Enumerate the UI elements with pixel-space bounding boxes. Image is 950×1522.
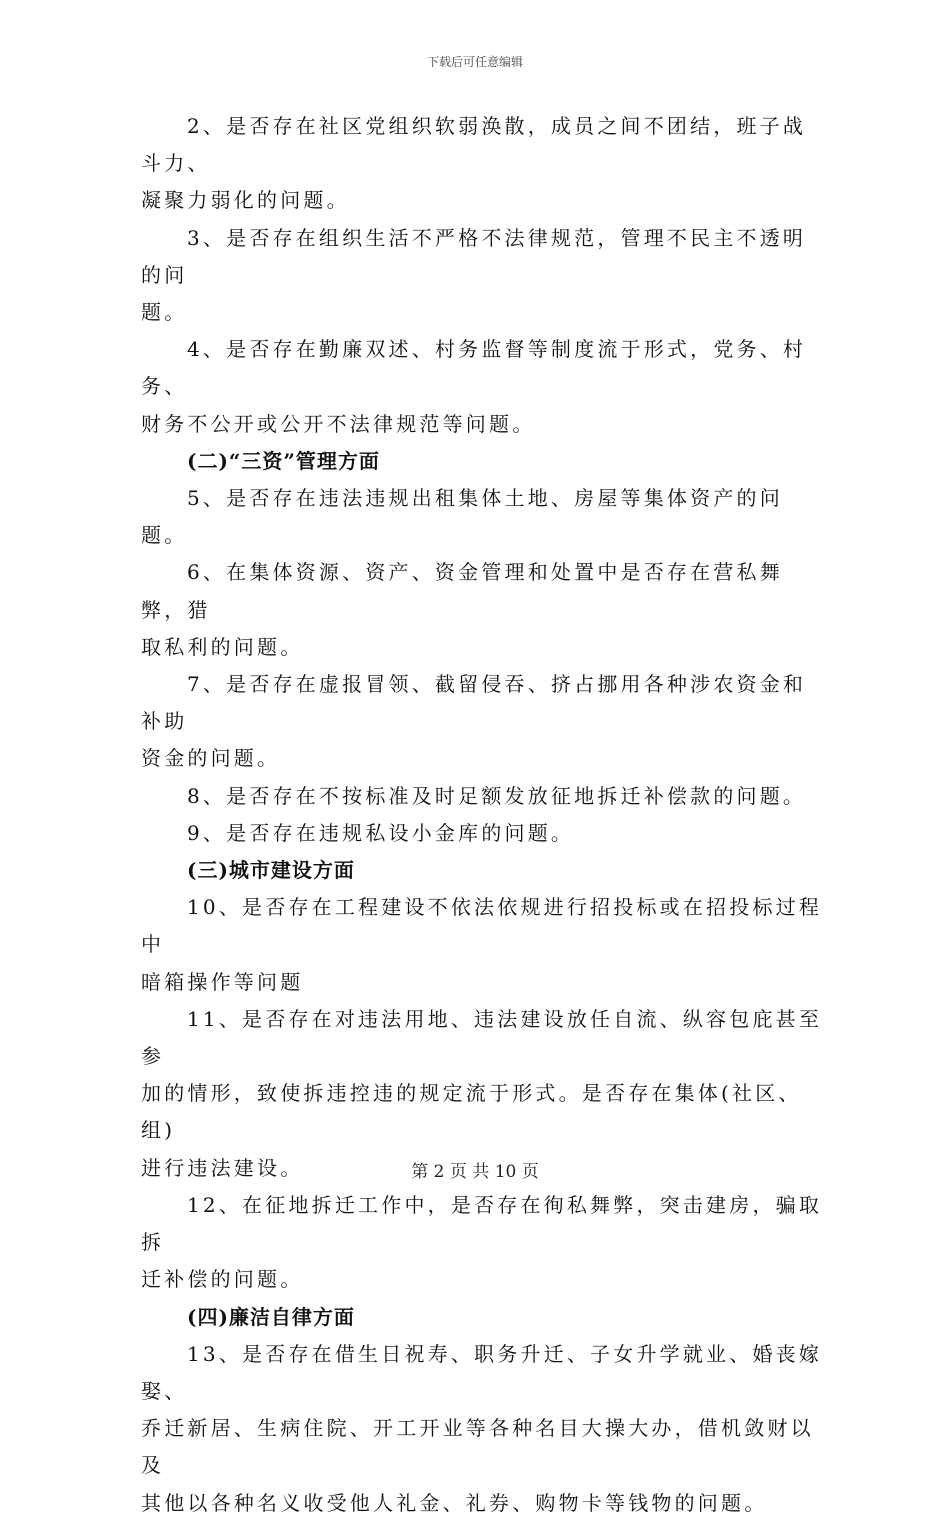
text-line: 13、是否存在借生日祝寿、职务升迁、子女升学就业、婚丧嫁娶、 bbox=[141, 1341, 823, 1403]
paragraph bbox=[141, 1187, 829, 1299]
text-line: 3、是否存在组织生活不严格不法律规范，管理不民主不透明的问 bbox=[141, 225, 807, 287]
text-line: 进行违法建设。 bbox=[141, 1155, 304, 1180]
text-line: 10、是否存在工程建设不依法依规进行招投标或在招投标过程中 bbox=[141, 895, 823, 957]
paragraph bbox=[141, 108, 829, 220]
text-line: 乔迁新居、生病住院、开工开业等各种名目大操大办，借机敛财以及 bbox=[141, 1416, 814, 1478]
section-heading bbox=[141, 443, 829, 480]
section-heading bbox=[141, 1299, 829, 1336]
text-line: 5、是否存在违法违规出租集体土地、房屋等集体资产的问题。 bbox=[141, 486, 783, 548]
section-heading bbox=[141, 852, 829, 889]
text-line: 8、是否存在不按标准及时足额发放征地拆迁补偿款的问题。 bbox=[187, 783, 807, 808]
text-line: 凝聚力弱化的问题。 bbox=[141, 188, 350, 213]
text-line: 题。 bbox=[141, 300, 188, 325]
text-line: 11、是否存在对违法用地、违法建设放任自流、纵容包庇甚至参 bbox=[141, 1006, 823, 1069]
text-line: 财务不公开或公开不法律规范等问题。 bbox=[141, 411, 536, 436]
paragraph bbox=[141, 220, 829, 332]
page-footer: 第 2 页 共 10 页 bbox=[411, 1162, 539, 1182]
text-line: 其他以各种名义收受他人礼金、礼券、购物卡等钱物的问题。 bbox=[141, 1490, 768, 1515]
text-line: 2、是否存在社区党组织软弱涣散，成员之间不团结，班子战斗力、 bbox=[141, 114, 807, 176]
text-line: 6、在集体资源、资产、资金管理和处置中是否存在营私舞弊，猎 bbox=[141, 560, 783, 622]
text-line: 资金的问题。 bbox=[141, 746, 281, 771]
document-body bbox=[141, 108, 829, 1522]
paragraph bbox=[141, 1336, 829, 1522]
paragraph bbox=[141, 480, 829, 554]
text-line: 加的情形，致使拆违控违的规定流于形式。是否存在集体(社区、组) bbox=[141, 1081, 802, 1143]
text-line: (四)廉洁自律方面 bbox=[187, 1304, 355, 1329]
text-line: 取私利的问题。 bbox=[141, 634, 304, 659]
text-line: 9、是否存在违规私设小金库的问题。 bbox=[187, 820, 575, 845]
paragraph bbox=[141, 554, 829, 666]
text-line: (三)城市建设方面 bbox=[187, 858, 355, 883]
text-line: 12、在征地拆迁工作中，是否存在徇私舞弊，突击建房，骗取拆 bbox=[141, 1192, 823, 1255]
page-header: 下载后可任意编辑 bbox=[426, 55, 523, 69]
text-line: (二)“三资”管理方面 bbox=[187, 448, 380, 473]
text-line: 4、是否存在勤廉双述、村务监督等制度流于形式，党务、村务、 bbox=[141, 337, 807, 399]
paragraph bbox=[141, 666, 829, 778]
paragraph bbox=[141, 889, 829, 1001]
paragraph bbox=[141, 331, 829, 443]
text-line: 迁补偿的问题。 bbox=[141, 1267, 304, 1292]
paragraph bbox=[141, 778, 829, 815]
text-line: 暗箱操作等问题 bbox=[141, 969, 304, 994]
text-line: 7、是否存在虚报冒领、截留侵吞、挤占挪用各种涉农资金和补助 bbox=[141, 672, 807, 734]
paragraph bbox=[141, 815, 829, 852]
